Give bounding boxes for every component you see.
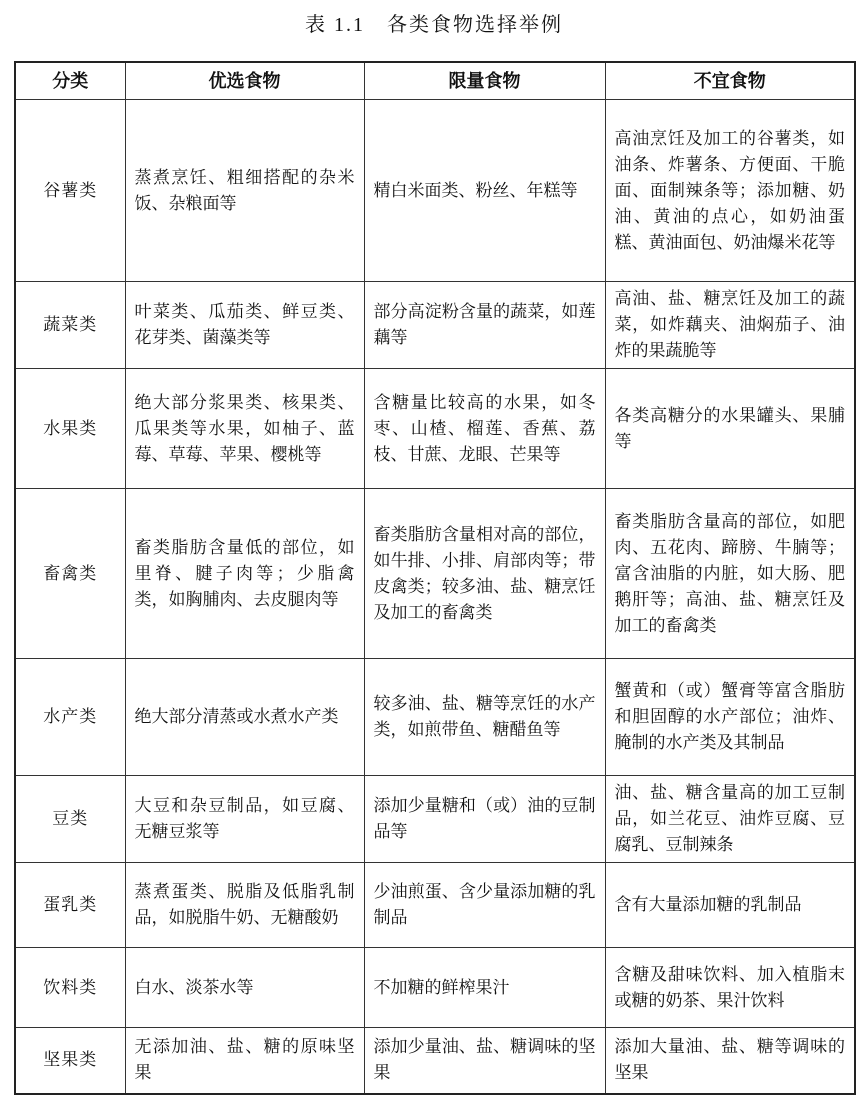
- header-avoid-foods: 不宜食物: [605, 62, 855, 100]
- category-cell: 畜禽类: [15, 489, 125, 659]
- limited-food-cell: 不加糖的鲜榨果汁: [364, 948, 605, 1028]
- table-row-nuts: [15, 1028, 855, 1094]
- limited-food-cell: 添加少量油、盐、糖调味的坚果: [364, 1028, 605, 1094]
- category-cell: 豆类: [15, 776, 125, 863]
- avoid-food-cell: 含有大量添加糖的乳制品: [605, 863, 855, 948]
- avoid-food-cell: 各类高糖分的水果罐头、果脯等: [605, 369, 855, 489]
- table-row-egg-dairy: [15, 863, 855, 948]
- table-row-grains: [15, 100, 855, 282]
- avoid-food-cell: 蟹黄和（或）蟹膏等富含脂肪和胆固醇的水产部位；油炸、腌制的水产类及其制品: [605, 659, 855, 776]
- category-cell: 水果类: [15, 369, 125, 489]
- avoid-food-cell: 畜类脂肪含量高的部位，如肥肉、五花肉、蹄膀、牛腩等；富含油脂的内脏，如大肠、肥鹅肝等；高油、盐、糖烹饪及加工的畜禽类: [605, 489, 855, 659]
- limited-food-cell: 部分高淀粉含量的蔬菜，如莲藕等: [364, 282, 605, 369]
- category-cell: 坚果类: [15, 1028, 125, 1094]
- food-selection-table: [14, 61, 856, 1095]
- limited-food-cell: 含糖量比较高的水果，如冬枣、山楂、榴莲、香蕉、荔枝、甘蔗、龙眼、芒果等: [364, 369, 605, 489]
- table-row-fruits: [15, 369, 855, 489]
- category-cell: 蔬菜类: [15, 282, 125, 369]
- table-row-beans: [15, 776, 855, 863]
- category-cell: 谷薯类: [15, 100, 125, 282]
- limited-food-cell: 添加少量糖和（或）油的豆制品等: [364, 776, 605, 863]
- table-row-vegetables: [15, 282, 855, 369]
- table-header-row: [15, 62, 855, 100]
- preferred-food-cell: 大豆和杂豆制品，如豆腐、无糖豆浆等: [125, 776, 364, 863]
- limited-food-cell: 精白米面类、粉丝、年糕等: [364, 100, 605, 282]
- limited-food-cell: 少油煎蛋、含少量添加糖的乳制品: [364, 863, 605, 948]
- avoid-food-cell: 高油、盐、糖烹饪及加工的蔬菜，如炸藕夹、油焖茄子、油炸的果蔬脆等: [605, 282, 855, 369]
- avoid-food-cell: 油、盐、糖含量高的加工豆制品，如兰花豆、油炸豆腐、豆腐乳、豆制辣条: [605, 776, 855, 863]
- limited-food-cell: 畜类脂肪含量相对高的部位，如牛排、小排、肩部肉等；带皮禽类；较多油、盐、糖烹饪及加工的畜禽类: [364, 489, 605, 659]
- table-row-beverages: [15, 948, 855, 1028]
- preferred-food-cell: 叶菜类、瓜茄类、鲜豆类、花芽类、菌藻类等: [125, 282, 364, 369]
- preferred-food-cell: 白水、淡茶水等: [125, 948, 364, 1028]
- avoid-food-cell: 含糖及甜味饮料、加入植脂末或糖的奶茶、果汁饮料: [605, 948, 855, 1028]
- preferred-food-cell: 蒸煮烹饪、粗细搭配的杂米饭、杂粮面等: [125, 100, 364, 282]
- category-cell: 蛋乳类: [15, 863, 125, 948]
- header-limited-foods: 限量食物: [364, 62, 605, 100]
- preferred-food-cell: 绝大部分清蒸或水煮水产类: [125, 659, 364, 776]
- avoid-food-cell: 添加大量油、盐、糖等调味的坚果: [605, 1028, 855, 1094]
- header-category: 分类: [15, 62, 125, 100]
- preferred-food-cell: 蒸煮蛋类、脱脂及低脂乳制品，如脱脂牛奶、无糖酸奶: [125, 863, 364, 948]
- table-row-aquatic: [15, 659, 855, 776]
- preferred-food-cell: 绝大部分浆果类、核果类、瓜果类等水果，如柚子、蓝莓、草莓、苹果、樱桃等: [125, 369, 364, 489]
- preferred-food-cell: 畜类脂肪含量低的部位，如里脊、腱子肉等；少脂禽类，如胸脯肉、去皮腿肉等: [125, 489, 364, 659]
- category-cell: 饮料类: [15, 948, 125, 1028]
- preferred-food-cell: 无添加油、盐、糖的原味坚果: [125, 1028, 364, 1094]
- table-title: 表 1.1 各类食物选择举例: [305, 14, 563, 36]
- header-preferred-foods: 优选食物: [125, 62, 364, 100]
- limited-food-cell: 较多油、盐、糖等烹饪的水产类，如煎带鱼、糖醋鱼等: [364, 659, 605, 776]
- table-row-livestock-poultry: [15, 489, 855, 659]
- category-cell: 水产类: [15, 659, 125, 776]
- avoid-food-cell: 高油烹饪及加工的谷薯类，如油条、炸薯条、方便面、干脆面、面制辣条等；添加糖、奶油、黄油的点心，如奶油蛋糕、黄油面包、奶油爆米花等: [605, 100, 855, 282]
